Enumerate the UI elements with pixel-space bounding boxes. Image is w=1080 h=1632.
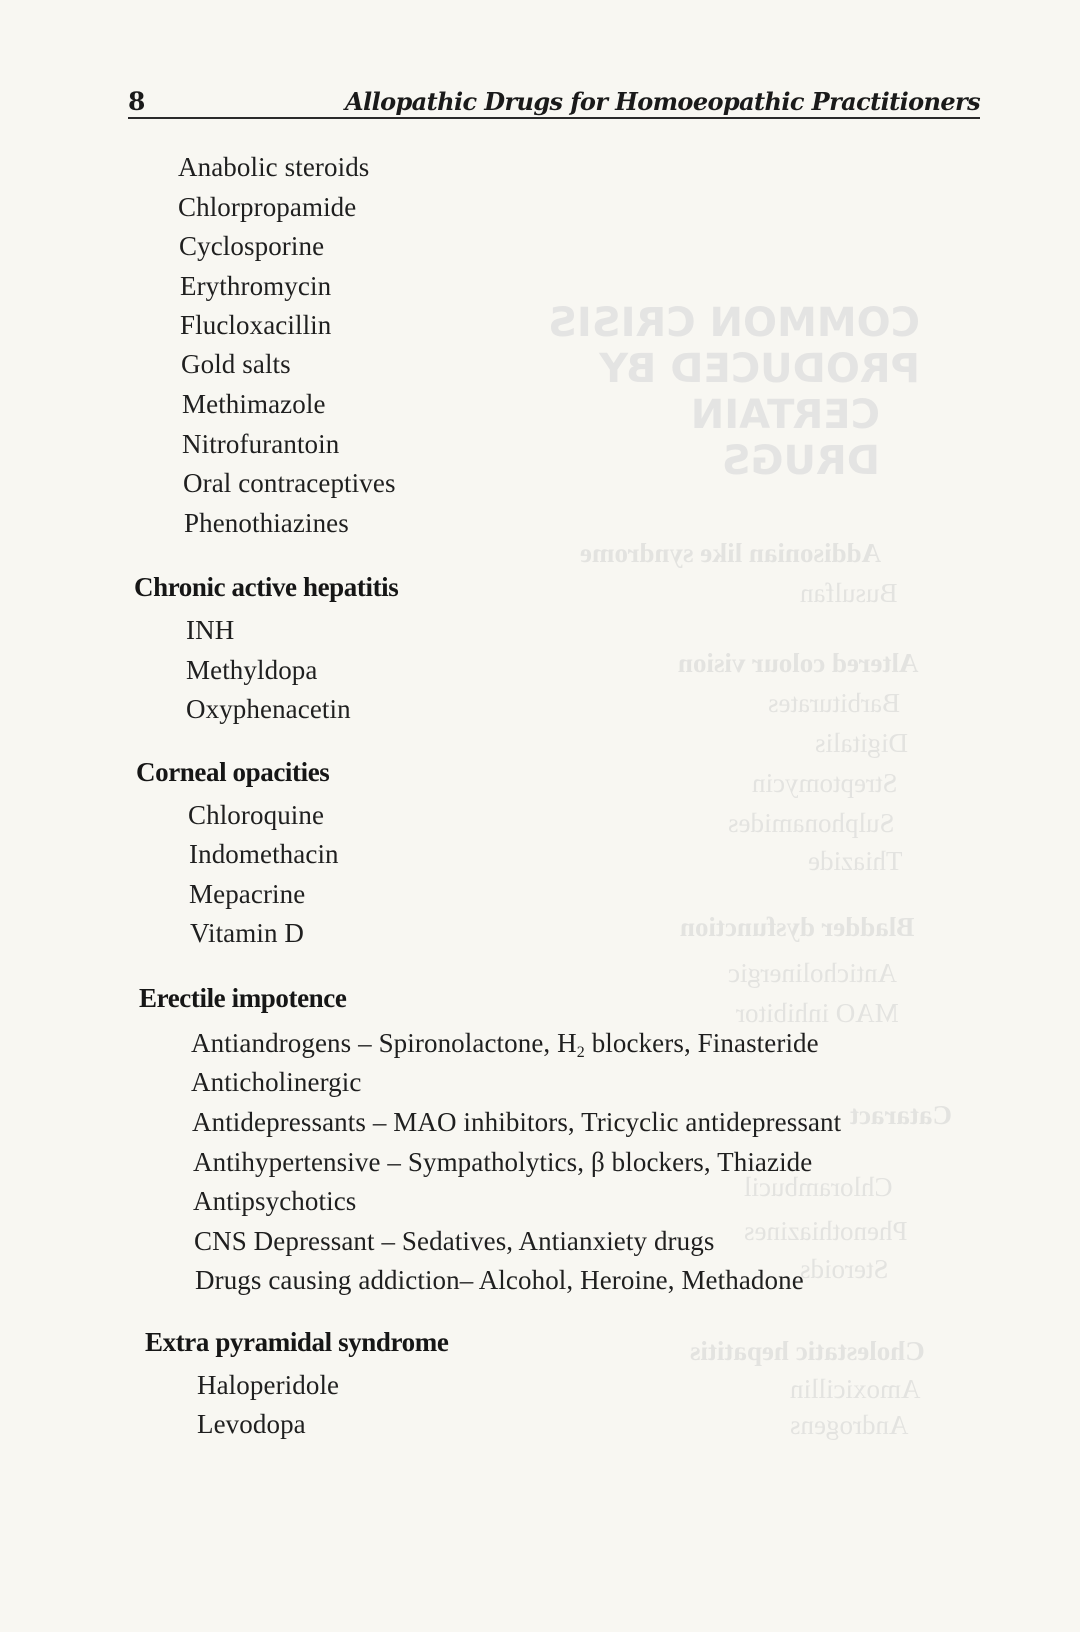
- section-heading-corneal-opacities: Corneal opacities: [136, 757, 330, 787]
- header-divider: [128, 117, 980, 119]
- list-item-text: Antiandrogens – Spironolactone, H: [191, 1028, 577, 1058]
- show-through-line: Altered colour vision: [678, 648, 919, 678]
- show-through-line: Busulfan: [800, 578, 898, 608]
- list-item: Haloperidole: [197, 1370, 340, 1400]
- list-item: Phenothiazines: [184, 508, 349, 538]
- list-item: Mepacrine: [189, 879, 306, 909]
- show-through-line: Anticholinergic: [728, 958, 897, 988]
- list-item: Antihypertensive – Sympatholytics, β blockers, Thiazide: [193, 1147, 813, 1177]
- list-item-text: blockers, Finasteride: [584, 1028, 819, 1058]
- page-header: [128, 78, 980, 114]
- show-through-line: Chlorambucil: [744, 1172, 893, 1202]
- show-through-line: Androgens: [790, 1410, 909, 1440]
- section-heading-erectile-impotence: Erectile impotence: [139, 983, 347, 1013]
- show-through-line: Barbiturates: [768, 688, 900, 718]
- show-through-line: Thiazide: [808, 846, 903, 876]
- list-item: Drugs causing addiction– Alcohol, Heroine, Methadone: [195, 1265, 804, 1295]
- list-item: Nitrofurantoin: [182, 429, 340, 459]
- list-item: Flucloxacillin: [180, 310, 332, 340]
- subscript: 2: [576, 1044, 585, 1061]
- show-through-line: Digitalis: [815, 728, 908, 758]
- section-heading-chronic-active-hepatitis: Chronic active hepatitis: [134, 572, 399, 602]
- show-through-line: Cataract: [850, 1100, 952, 1130]
- show-through-title: [520, 300, 920, 484]
- list-item: Methyldopa: [186, 655, 318, 685]
- list-item: Anticholinergic: [191, 1067, 362, 1097]
- running-head: Allopathic Drugs for Homoeopathic Practitioners: [345, 87, 980, 116]
- show-through-line: Bladder dysfunction: [680, 912, 915, 942]
- list-item: [191, 1028, 819, 1061]
- list-item: Erythromycin: [180, 271, 332, 301]
- show-through-line: Cholestatic hepatitis: [690, 1336, 925, 1366]
- show-through-line: Steroids: [800, 1254, 889, 1284]
- list-item: Oral contraceptives: [183, 468, 396, 498]
- list-item: Indomethacin: [189, 839, 339, 869]
- list-item: Chloroquine: [188, 800, 325, 830]
- list-item: INH: [186, 615, 235, 645]
- show-through-title-line: COMMON CRISIS PRODUCED BY: [548, 300, 920, 392]
- show-through-line: MAO inhibitor: [736, 998, 899, 1028]
- list-item: Anabolic steroids: [178, 152, 370, 182]
- show-through-line: Addisonian like syndrome: [580, 538, 882, 568]
- list-item: Levodopa: [197, 1409, 306, 1439]
- show-through-line: Sulphonamides: [728, 808, 895, 838]
- list-item: Gold salts: [181, 349, 291, 379]
- show-through-title-line: CERTAIN DRUGS: [690, 392, 880, 484]
- show-through-line: Amoxicillin: [790, 1374, 921, 1404]
- show-through-line: Phenothiazines: [744, 1216, 908, 1246]
- list-item: Vitamin D: [190, 918, 305, 948]
- list-item: Methimazole: [182, 389, 326, 419]
- list-item: CNS Depressant – Sedatives, Antianxiety drugs: [194, 1226, 715, 1256]
- page-number: 8: [128, 87, 146, 116]
- list-item: Chlorpropamide: [178, 192, 357, 222]
- list-item: Cyclosporine: [179, 231, 325, 261]
- section-heading-extra-pyramidal-syndrome: Extra pyramidal syndrome: [145, 1327, 449, 1357]
- show-through-line: Streptomycin: [752, 768, 898, 798]
- list-item: Antidepressants – MAO inhibitors, Tricyclic antidepressant: [192, 1107, 842, 1137]
- list-item: Antipsychotics: [193, 1186, 357, 1216]
- list-item: Oxyphenacetin: [186, 694, 351, 724]
